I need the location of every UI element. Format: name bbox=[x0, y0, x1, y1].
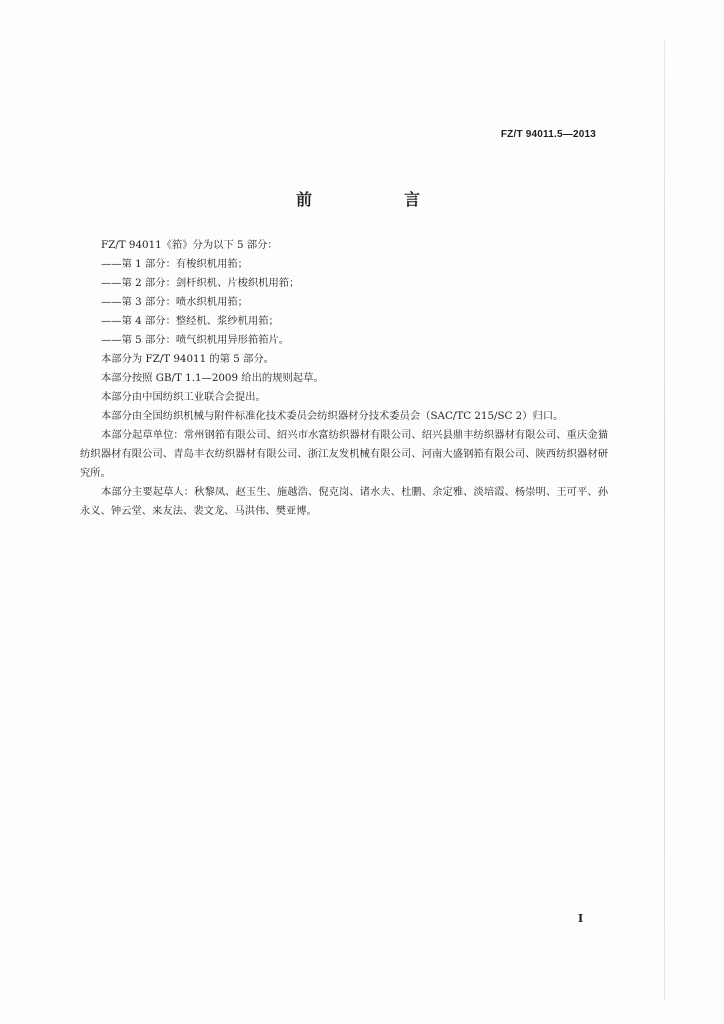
part-item-2: ——第 2 部分：剑杆织机、片梭织机用筘； bbox=[101, 277, 300, 289]
paragraph-drafting-units: 本部分起草单位：常州钢筘有限公司、绍兴市水富纺织器材有限公司、绍兴县鼎丰纺织器材有限公司、重庆金猫纺织器材有限公司、青岛丰衣纺织器材有限公司、浙江友发机械有限公司、河南大盛钢筘有限公司、陕西纺织器材研究所。 bbox=[80, 429, 608, 479]
paragraph-part-number: 本部分为 FZ/T 94011 的第 5 部分。 bbox=[101, 353, 274, 365]
paragraph-committee: 本部分由全国纺织机械与附件标准化技术委员会纺织器材分技术委员会（SAC/TC 215/SC 2）归口。 bbox=[101, 410, 564, 422]
paragraph-drafting-rules: 本部分按照 GB/T 1.1—2009 给出的规则起草。 bbox=[101, 372, 324, 384]
part-item-1: ——第 1 部分：有梭织机用筘； bbox=[101, 258, 248, 270]
page-number: I bbox=[578, 912, 584, 925]
foreword-body bbox=[80, 236, 608, 521]
page-title: 前 言 bbox=[295, 190, 458, 209]
part-item-4: ——第 4 部分：整经机、浆纱机用筘； bbox=[101, 315, 279, 327]
paragraph-proposer: 本部分由中国纺织工业联合会提出。 bbox=[101, 391, 266, 403]
paragraph-drafters: 本部分主要起草人：秋黎凤、赵玉生、施越浩、倪克岗、诸水夫、杜鹏、余定雅、淡培霞、杨崇明、王可平、孙永义、钟云堂、来友法、裴文龙、马洪伟、樊亚博。 bbox=[80, 486, 608, 517]
intro-line: FZ/T 94011《筘》分为以下 5 部分： bbox=[101, 239, 278, 251]
scan-edge-line bbox=[664, 40, 665, 1000]
standard-code: FZ/T 94011.5—2013 bbox=[500, 129, 596, 140]
part-item-3: ——第 3 部分：喷水织机用筘； bbox=[101, 296, 248, 308]
part-item-5: ——第 5 部分：喷气织机用异形筘筘片。 bbox=[101, 334, 290, 346]
